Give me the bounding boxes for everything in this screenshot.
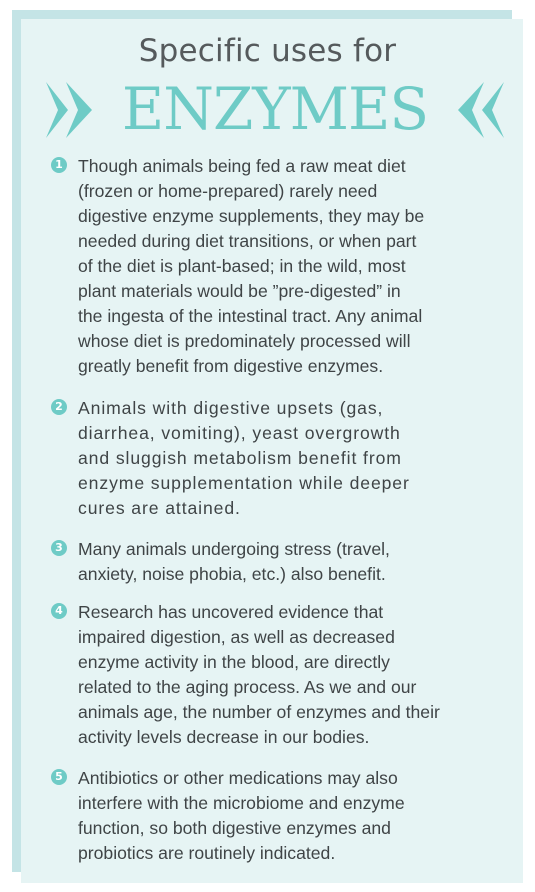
number-badge: 2 xyxy=(51,399,67,415)
text-line: anxiety, noise phobia, etc.) also benefit. xyxy=(78,564,386,584)
text-line: animals age, the number of enzymes and their xyxy=(78,702,440,722)
main-title: ENZYMES xyxy=(121,75,429,143)
text-line: (frozen or home-prepared) rarely need xyxy=(78,181,378,201)
number-badge: 3 xyxy=(51,540,67,556)
text-line: of the diet is plant-based; in the wild, most xyxy=(78,256,406,276)
text-line: enzyme supplementation while deeper xyxy=(78,473,410,493)
text-line: needed during diet transitions, or when part xyxy=(78,231,417,251)
item-text xyxy=(78,766,493,866)
text-line: impaired digestion, as well as decreased xyxy=(78,627,395,647)
text-line: diarrhea, vomiting), yeast overgrowth xyxy=(78,423,401,443)
item-text xyxy=(78,396,493,521)
number-badge: 4 xyxy=(51,603,67,619)
text-line: activity levels decrease in our bodies. xyxy=(78,727,370,747)
text-line: digestive enzyme supplements, they may be xyxy=(78,206,425,226)
item-text xyxy=(78,537,493,587)
text-line: Though animals being fed a raw meat diet xyxy=(78,156,406,176)
text-line: related to the aging process. As we and our xyxy=(78,677,417,697)
text-line: whose diet is predominately processed will xyxy=(78,331,411,351)
item-text xyxy=(78,154,493,379)
double-chevron-right-icon xyxy=(44,80,96,140)
number-badge: 5 xyxy=(51,769,67,785)
text-line: function, so both digestive enzymes and xyxy=(78,818,391,838)
text-line: probiotics are routinely indicated. xyxy=(78,843,336,863)
subtitle: Specific uses for xyxy=(138,33,397,69)
text-line: Antibiotics or other medications may also xyxy=(78,768,398,788)
item-text xyxy=(78,600,493,750)
text-line: cures are attained. xyxy=(78,498,241,518)
number-badge: 1 xyxy=(51,157,67,173)
text-line: enzyme activity in the blood, are directly xyxy=(78,652,390,672)
text-line: interfere with the microbiome and enzyme xyxy=(78,793,405,813)
text-line: greatly benefit from digestive enzymes. xyxy=(78,356,384,376)
text-line: Animals with digestive upsets (gas, xyxy=(78,398,384,418)
title-row xyxy=(44,75,506,143)
text-line: the ingesta of the intestinal tract. Any animal xyxy=(78,306,423,326)
double-chevron-left-icon xyxy=(454,80,506,140)
text-line: plant materials would be ”pre-digested” in xyxy=(78,281,401,301)
text-line: Research has uncovered evidence that xyxy=(78,602,384,622)
text-line: Many animals undergoing stress (travel, xyxy=(78,539,390,559)
text-line: and sluggish metabolism benefit from xyxy=(78,448,402,468)
